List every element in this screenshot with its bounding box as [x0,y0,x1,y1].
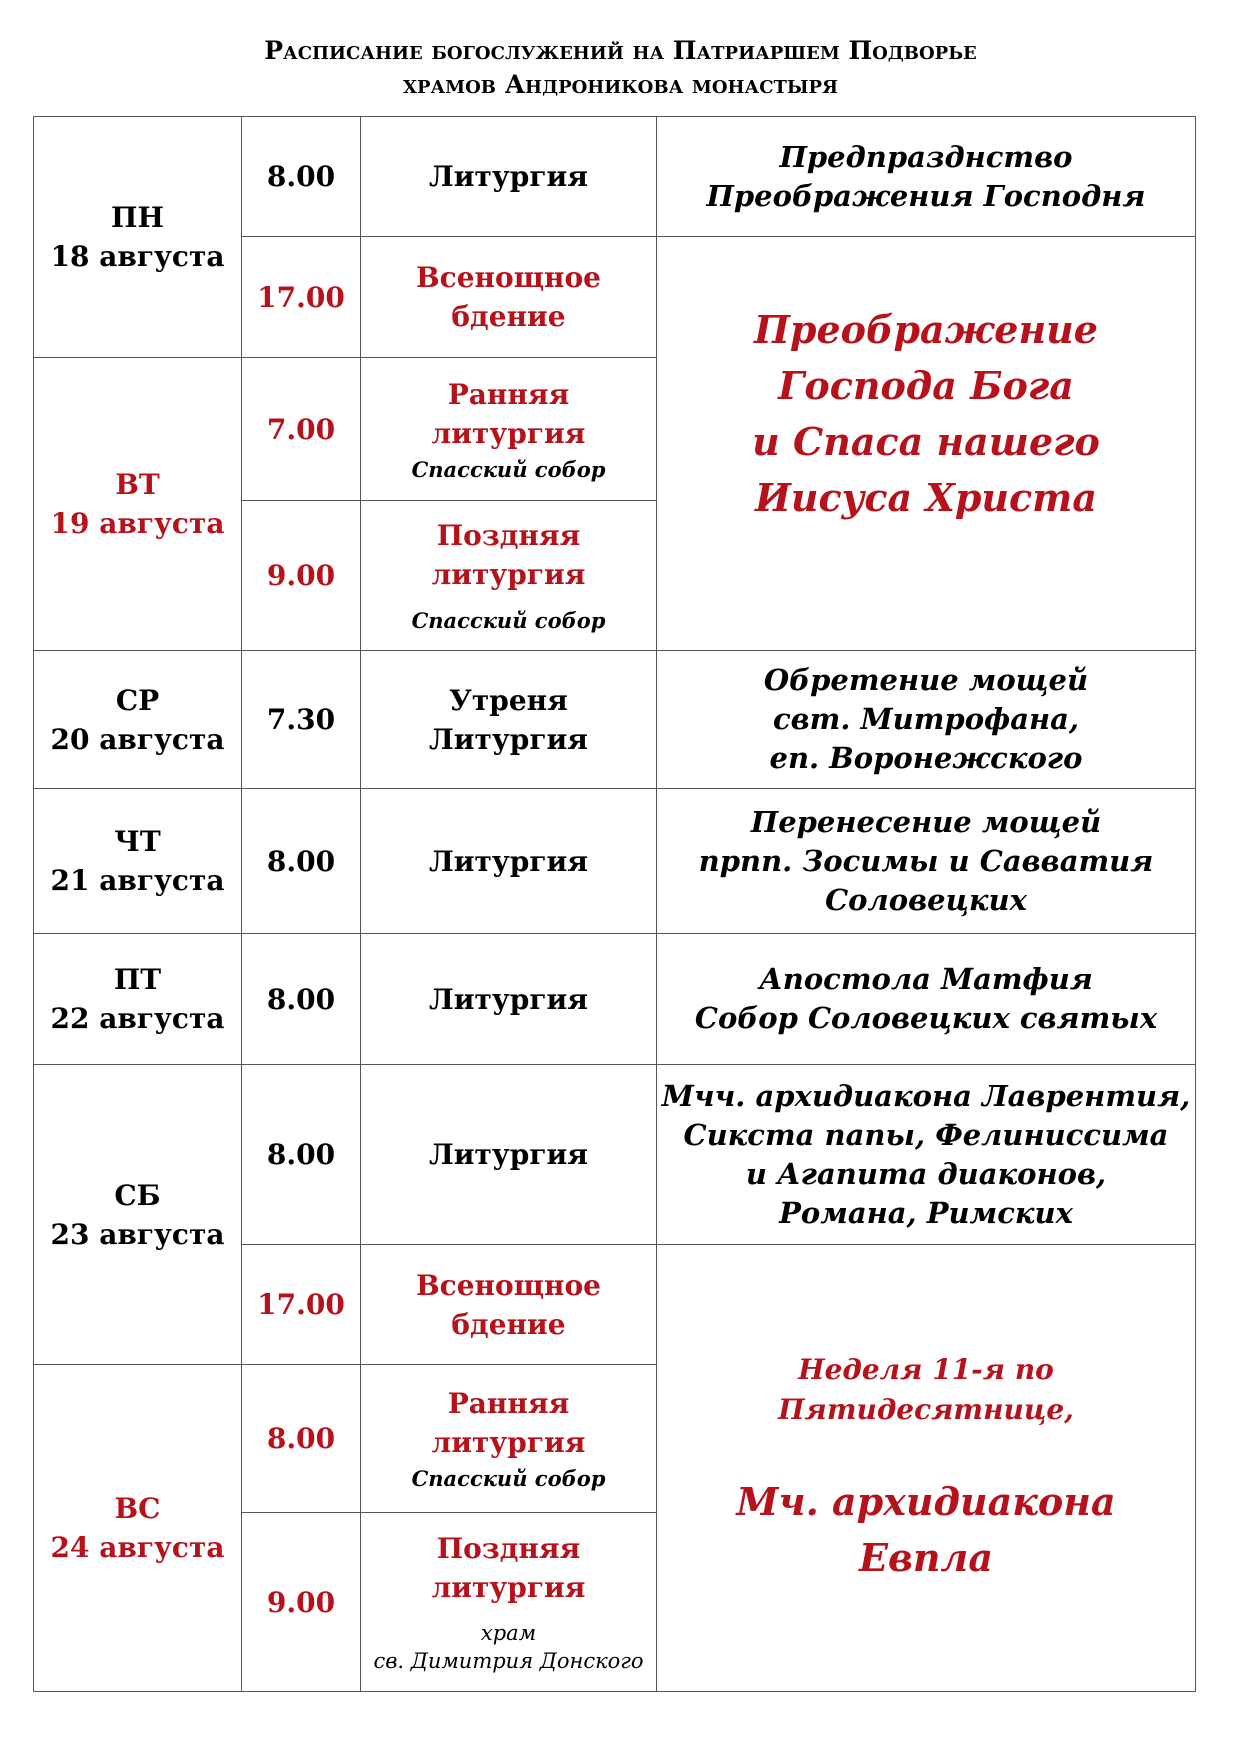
table-row [34,117,1196,237]
feast-line: Пятидесятнице, [778,1393,1074,1426]
service-cell [361,501,657,651]
feast-line: Обретение мощей [763,663,1089,697]
feast-line: Преображения Господня [706,178,1146,213]
time-cell: 9.00 [242,501,361,651]
date: 21 августа [50,864,225,897]
service-line: Ранняя [447,1387,570,1420]
time-cell: 8.00 [242,934,361,1065]
date: 19 августа [50,507,225,540]
service-cell [361,1513,657,1692]
feast-line: и Спаса нашего [752,418,1100,464]
feast-line: Преображение [754,306,1098,352]
service-line: Ранняя [447,377,570,411]
service-line: Всенощное [416,261,601,294]
time-cell: 8.00 [242,789,361,934]
weekday: СБ [114,1178,161,1212]
service-line: Утреня [449,683,568,717]
feast-line: еп. Воронежского [769,741,1083,775]
location: Спасский собор [411,608,606,633]
date: 18 августа [50,240,225,273]
time-cell: 17.00 [242,1245,361,1365]
service-line: Поздняя [436,519,581,552]
feast-line: Соловецких [825,882,1027,917]
weekday: ПТ [113,963,162,996]
service-line: литургия [431,416,586,450]
service-line: литургия [431,1571,586,1604]
weekday: ПН [111,201,164,234]
day-cell-fri [34,934,242,1065]
service-cell [361,358,657,501]
weekday: ВТ [115,468,160,501]
feast-cell [657,1065,1196,1245]
feast-line: Предпразднство [779,139,1073,174]
schedule-table [33,116,1196,1692]
feast-line: Романа, Римских [779,1195,1073,1230]
location: Спасский собор [411,1466,606,1491]
feast-line: Евпла [859,1535,993,1580]
service-line: Литургия [429,844,588,878]
title-line-2: храмов Андроникова монастыря [403,70,838,99]
location: Спасский собор [411,456,606,482]
feast-line: Господа Бога [778,362,1074,408]
table-row [34,789,1196,934]
weekday: ЧТ [114,825,161,858]
service-cell [361,237,657,358]
date: 23 августа [50,1217,225,1251]
weekday: СР [115,683,160,717]
feast-cell [657,934,1196,1065]
service-cell [361,1365,657,1513]
feast-spacer [657,1430,1195,1474]
time-cell: 7.30 [242,651,361,789]
feast-cell [657,237,1196,651]
day-cell-sun [34,1365,242,1692]
service-line: Литургия [429,722,588,756]
page-title [0,34,1241,102]
time-cell: 17.00 [242,237,361,358]
feast-line: свт. Митрофана, [772,702,1080,736]
service-line: Литургия [429,1138,588,1171]
feast-line: Собор Соловецких святых [694,1001,1158,1035]
service-cell [361,1245,657,1365]
service-line: бдение [451,300,566,333]
service-cell [361,789,657,934]
title-line-1: Расписание богослужений на Патриаршем Подворье [264,36,977,65]
service-cell [361,117,657,237]
service-cell [361,651,657,789]
time-cell: 8.00 [242,117,361,237]
date: 22 августа [50,1002,225,1035]
service-line: Поздняя [436,1532,581,1565]
service-line: Литургия [429,160,588,193]
date: 20 августа [50,722,225,756]
feast-line: Апостола Матфия [759,962,1093,996]
time-cell: 7.00 [242,358,361,501]
location: св. Димитрия Донского [373,1649,644,1673]
feast-line: Мчч. архидиакона Лаврентия, [661,1078,1191,1113]
weekday: ВС [114,1492,161,1525]
service-line: литургия [431,558,586,591]
feast-cell [657,789,1196,934]
service-cell [361,934,657,1065]
date: 24 августа [50,1531,225,1564]
day-cell-sat [34,1065,242,1365]
location: храм [480,1621,537,1645]
feast-line: Иисуса Христа [754,474,1098,520]
feast-line: Мч. архидиакона [736,1479,1116,1524]
service-line: литургия [431,1426,586,1459]
feast-line: прпп. Зосимы и Савватия [698,843,1154,878]
feast-line: Неделя 11-я по [798,1353,1054,1386]
feast-cell [657,117,1196,237]
feast-cell [657,651,1196,789]
service-cell [361,1065,657,1245]
time-cell: 8.00 [242,1365,361,1513]
feast-line: Сикста папы, Фелиниссима [683,1117,1169,1152]
day-cell-wed [34,651,242,789]
location-spacer [361,1607,656,1619]
time-cell: 8.00 [242,1065,361,1245]
service-line: бдение [451,1307,566,1341]
feast-cell [657,1245,1196,1692]
day-cell-thu [34,789,242,934]
table-row [34,651,1196,789]
table-row [34,934,1196,1065]
time-cell: 9.00 [242,1513,361,1692]
service-line: Литургия [429,982,588,1016]
day-cell-mon [34,117,242,358]
service-line: Всенощное [416,1268,601,1302]
table-row [34,1065,1196,1245]
feast-line: Перенесение мощей [750,804,1102,839]
day-cell-tue [34,358,242,651]
feast-line: и Агапита диаконов, [745,1156,1107,1191]
